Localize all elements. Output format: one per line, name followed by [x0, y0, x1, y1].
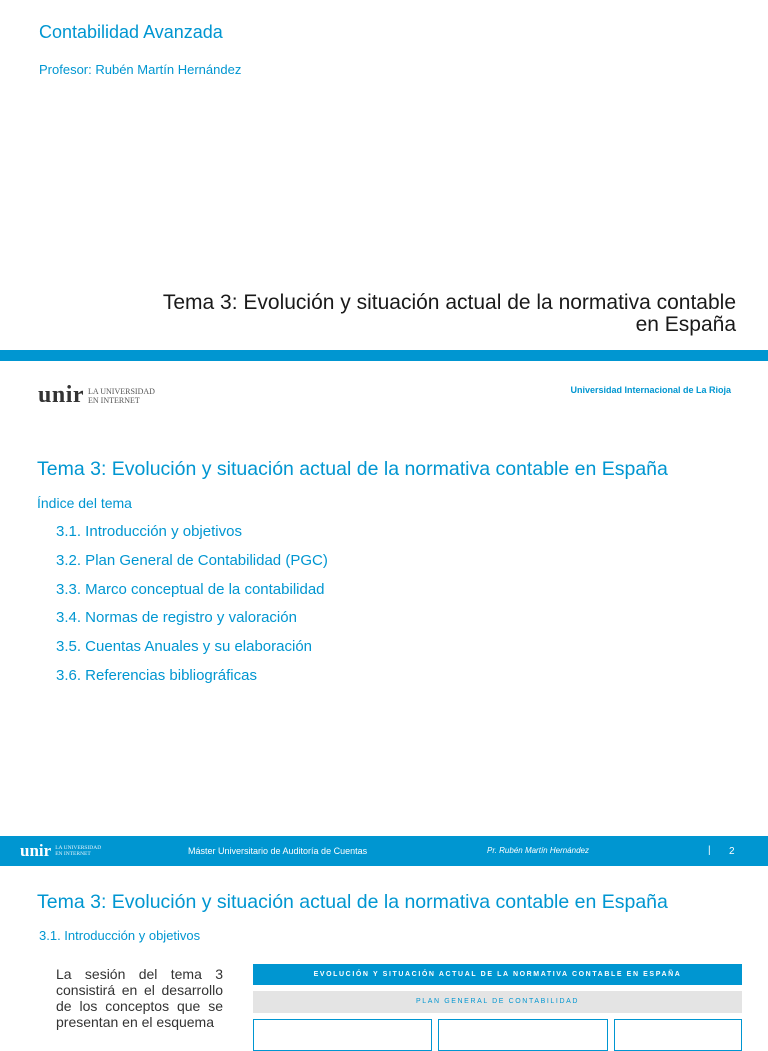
- logo-tagline: [88, 387, 155, 405]
- slide-title: Tema 3: Evolución y situación actual de la normativa contable en España: [37, 891, 668, 913]
- body-text: La sesión del tema 3 consistirá en el desarrollo de los conceptos que se presentan en el esquema: [56, 966, 223, 1030]
- scheme-subheader: PLAN GENERAL DE CONTABILIDAD: [253, 991, 742, 1013]
- slide-divider-band: [0, 350, 768, 361]
- toc-item[interactable]: 3.1. Introducción y objetivos: [56, 523, 242, 540]
- toc-item[interactable]: 3.2. Plan General de Contabilidad (PGC): [56, 551, 328, 569]
- toc-item[interactable]: 3.6. Referencias bibliográficas: [56, 666, 257, 684]
- toc-item[interactable]: 3.4. Normas de registro y valoración: [56, 609, 297, 627]
- table-of-contents: [56, 523, 328, 696]
- logo-tagline-line1: LA UNIVERSIDAD: [88, 386, 155, 396]
- logo-tagline-line2: EN INTERNET: [88, 395, 140, 405]
- toc-item[interactable]: 3.3. Marco conceptual de la contabilidad: [56, 580, 325, 598]
- section-label: 3.1. Introducción y objetivos: [39, 928, 201, 943]
- page-number: 2: [729, 846, 735, 857]
- index-label: Índice del tema: [37, 495, 132, 511]
- course-title: Contabilidad Avanzada: [39, 22, 223, 42]
- toc-item[interactable]: 3.5. Cuentas Anuales y su elaboración: [56, 638, 313, 656]
- slide-title: Tema 3: Evolución y situación actual de la normativa contable en España: [37, 458, 668, 480]
- cover-title: Tema 3: Evolución y situación actual de la normativa contable en España: [162, 291, 736, 336]
- footer-logo-tagline: [55, 845, 101, 857]
- unir-logo: [38, 382, 155, 409]
- slide-footer: [0, 836, 768, 866]
- university-name: Universidad Internacional de La Rioja: [570, 385, 731, 395]
- professor-name: Profesor: Rubén Martín Hernández: [39, 62, 242, 77]
- footer-logo: [20, 841, 101, 861]
- footer-professor: Pr. Rubén Martín Hernández: [487, 846, 589, 855]
- footer-logo-wordmark: unir: [20, 841, 52, 860]
- logo-wordmark: unir: [38, 382, 85, 408]
- scheme-header: EVOLUCIÓN Y SITUACIÓN ACTUAL DE LA NORMATIVA CONTABLE EN ESPAÑA: [253, 964, 742, 985]
- footer-separator: |: [708, 845, 711, 856]
- concept-scheme: [253, 964, 742, 1051]
- footer-logo-tagline-line1: LA UNIVERSIDAD: [55, 845, 102, 851]
- footer-logo-tagline-line2: EN INTERNET: [55, 851, 91, 857]
- footer-master: Máster Universitario de Auditoría de Cuentas: [188, 846, 368, 856]
